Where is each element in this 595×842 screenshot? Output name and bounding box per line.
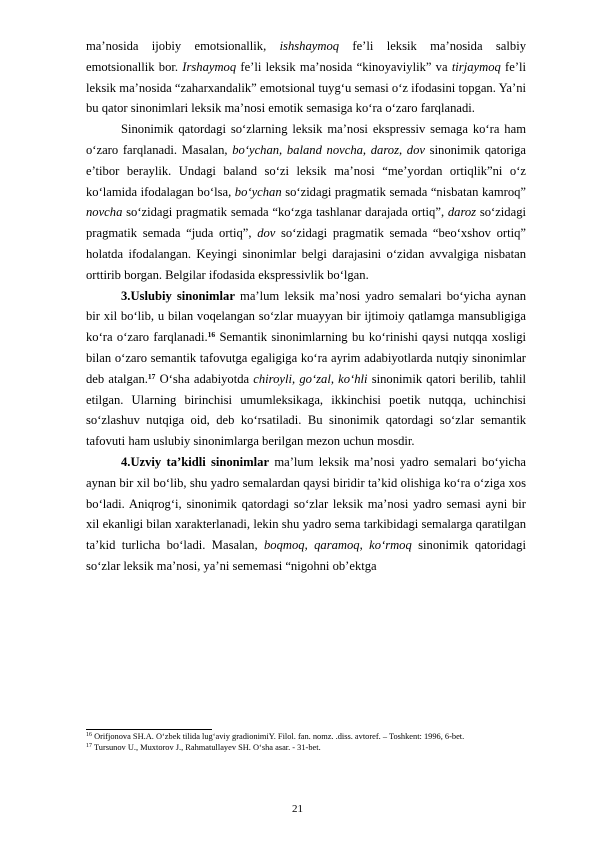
paragraph-2: Sinonimik qatordagi so‘zlarning leksik ma’nosi ekspressiv semaga ko‘ra ham o‘zaro farqlanadi. Masalan, bo‘ychan, baland novcha, daroz, dov sinonimik qatoriga e’tibor beraylik. Undagi baland so‘zi leksik ma’nosi “me’yordan ortiqlik”ni o‘z ko‘lamida ifodalagan bo‘lsa, bo‘ychan so‘zidagi pragmatik semada “nisbatan kamroq” novcha so‘zidagi pragmatik semada “ko‘zga tashlanar darajada ortiq”, daroz so‘zidagi pragmatik semada “juda ortiq”, dov so‘zidagi pragmatik semada “beo‘xshov ortiq” holatda ifodalangan. Keyingi sinonimlar belgi darajasini o‘zidan avvalgiga nisbatan orttirib borgan. Belgilar ifodasida ekspressivlik bo‘lgan. <box>86 122 527 282</box>
body-text <box>86 36 526 577</box>
footnote-17: $^{17}$ Tursunov U., Muxtorov J., Rahmatullayev SH. O‘sha asar. - 31-bet. <box>86 743 321 752</box>
paragraph-1: ma’nosida ijobiy emotsionallik, ishshaymoq fe’li leksik ma’nosida salbiy emotsionallik bor. Irshaymoq fe’li leksik ma’nosida “kinoyaviylik” va tirjaymoq fe’li leksik ma’nosida “zaharxandalik” emotsional tuyg‘u semasi o‘z ifodasini topgan. Ya’ni bu qator sinonimlari leksik ma’nosi emotik semasiga ko‘ra o‘zaro farqlanadi. <box>86 39 527 116</box>
footnote-ref-16: 16 <box>207 330 216 340</box>
paragraph-3: 3.Uslubiy sinonimlar ma’lum leksik ma’nosi yadro semalari bo‘yicha aynan bir xil bo‘lib, u bilan voqelangan so‘zlar muayyan bir ijtimoiy qatlamga mansubligiga ko‘ra o‘zaro farqlanadi.$^{16}$ Semantik sinonimlarning bu ko‘rinishi qaysi nutqqa xosligi bilan o‘zaro semantik tafovutga egaligiga ko‘ra ayrim adabiyotlarda nutqiy sinonimlar deb atalgan.$^{17}$ O‘sha adabiyotda chiroyli, go‘zal, ko‘hli sinonimik qatori berilib, tahlil etilgan. Ularning birinchisi umumleksikaga, ikkinchisi poetik nutqqa, uchinchisi so‘zlashuv nutqiga oid, deb ko‘rsatiladi. Bu sinonimik qatordagi so‘zlar semantik tafovuti ham uslubiy sinonimlarga berilgan mezon uchun mosdir. <box>86 288 526 449</box>
footnote-divider <box>86 729 212 730</box>
footnote-ref-17: 17 <box>147 371 156 381</box>
footnotes <box>86 731 531 753</box>
page-number: 21 <box>292 803 303 815</box>
paragraph-4: 4.Uzviy ta’kidli sinonimlar ma’lum leksik ma’nosi yadro semalari bo‘yicha aynan bir xil bo‘lib, shu yadro semalardan qaysi biridir ta’kid olishiga ko‘ra o‘ziga xos bo‘ladi. Aniqrog‘i, sinonimik qatordagi so‘zlar leksik ma’nosi yadro semasi ayni bir xil ekanligi bilan xarakterlanadi, lekin shu yadro sema tarkibidagi semalarga qaratilgan ta’kid turlicha bo‘ladi. Masalan, boqmoq, qaramoq, ko‘rmoq sinonimik qatoridagi so‘zlar leksik ma’nosi, ya’ni sememasi “nigohni ob’ektga <box>86 454 526 573</box>
footnote-16: $^{16}$ Orifjonova SH.A. O‘zbek tilida lug‘aviy gradionimiY. Filol. fan. nomz. .diss. avtoref. – Toshkent: 1996, 6-bet. <box>86 732 465 741</box>
section-heading-stylistic-synonyms: 3.Uslubiy sinonimlar <box>121 288 235 303</box>
section-heading-emphatic-synonyms: 4.Uzviy ta’kidli sinonimlar <box>121 454 270 469</box>
